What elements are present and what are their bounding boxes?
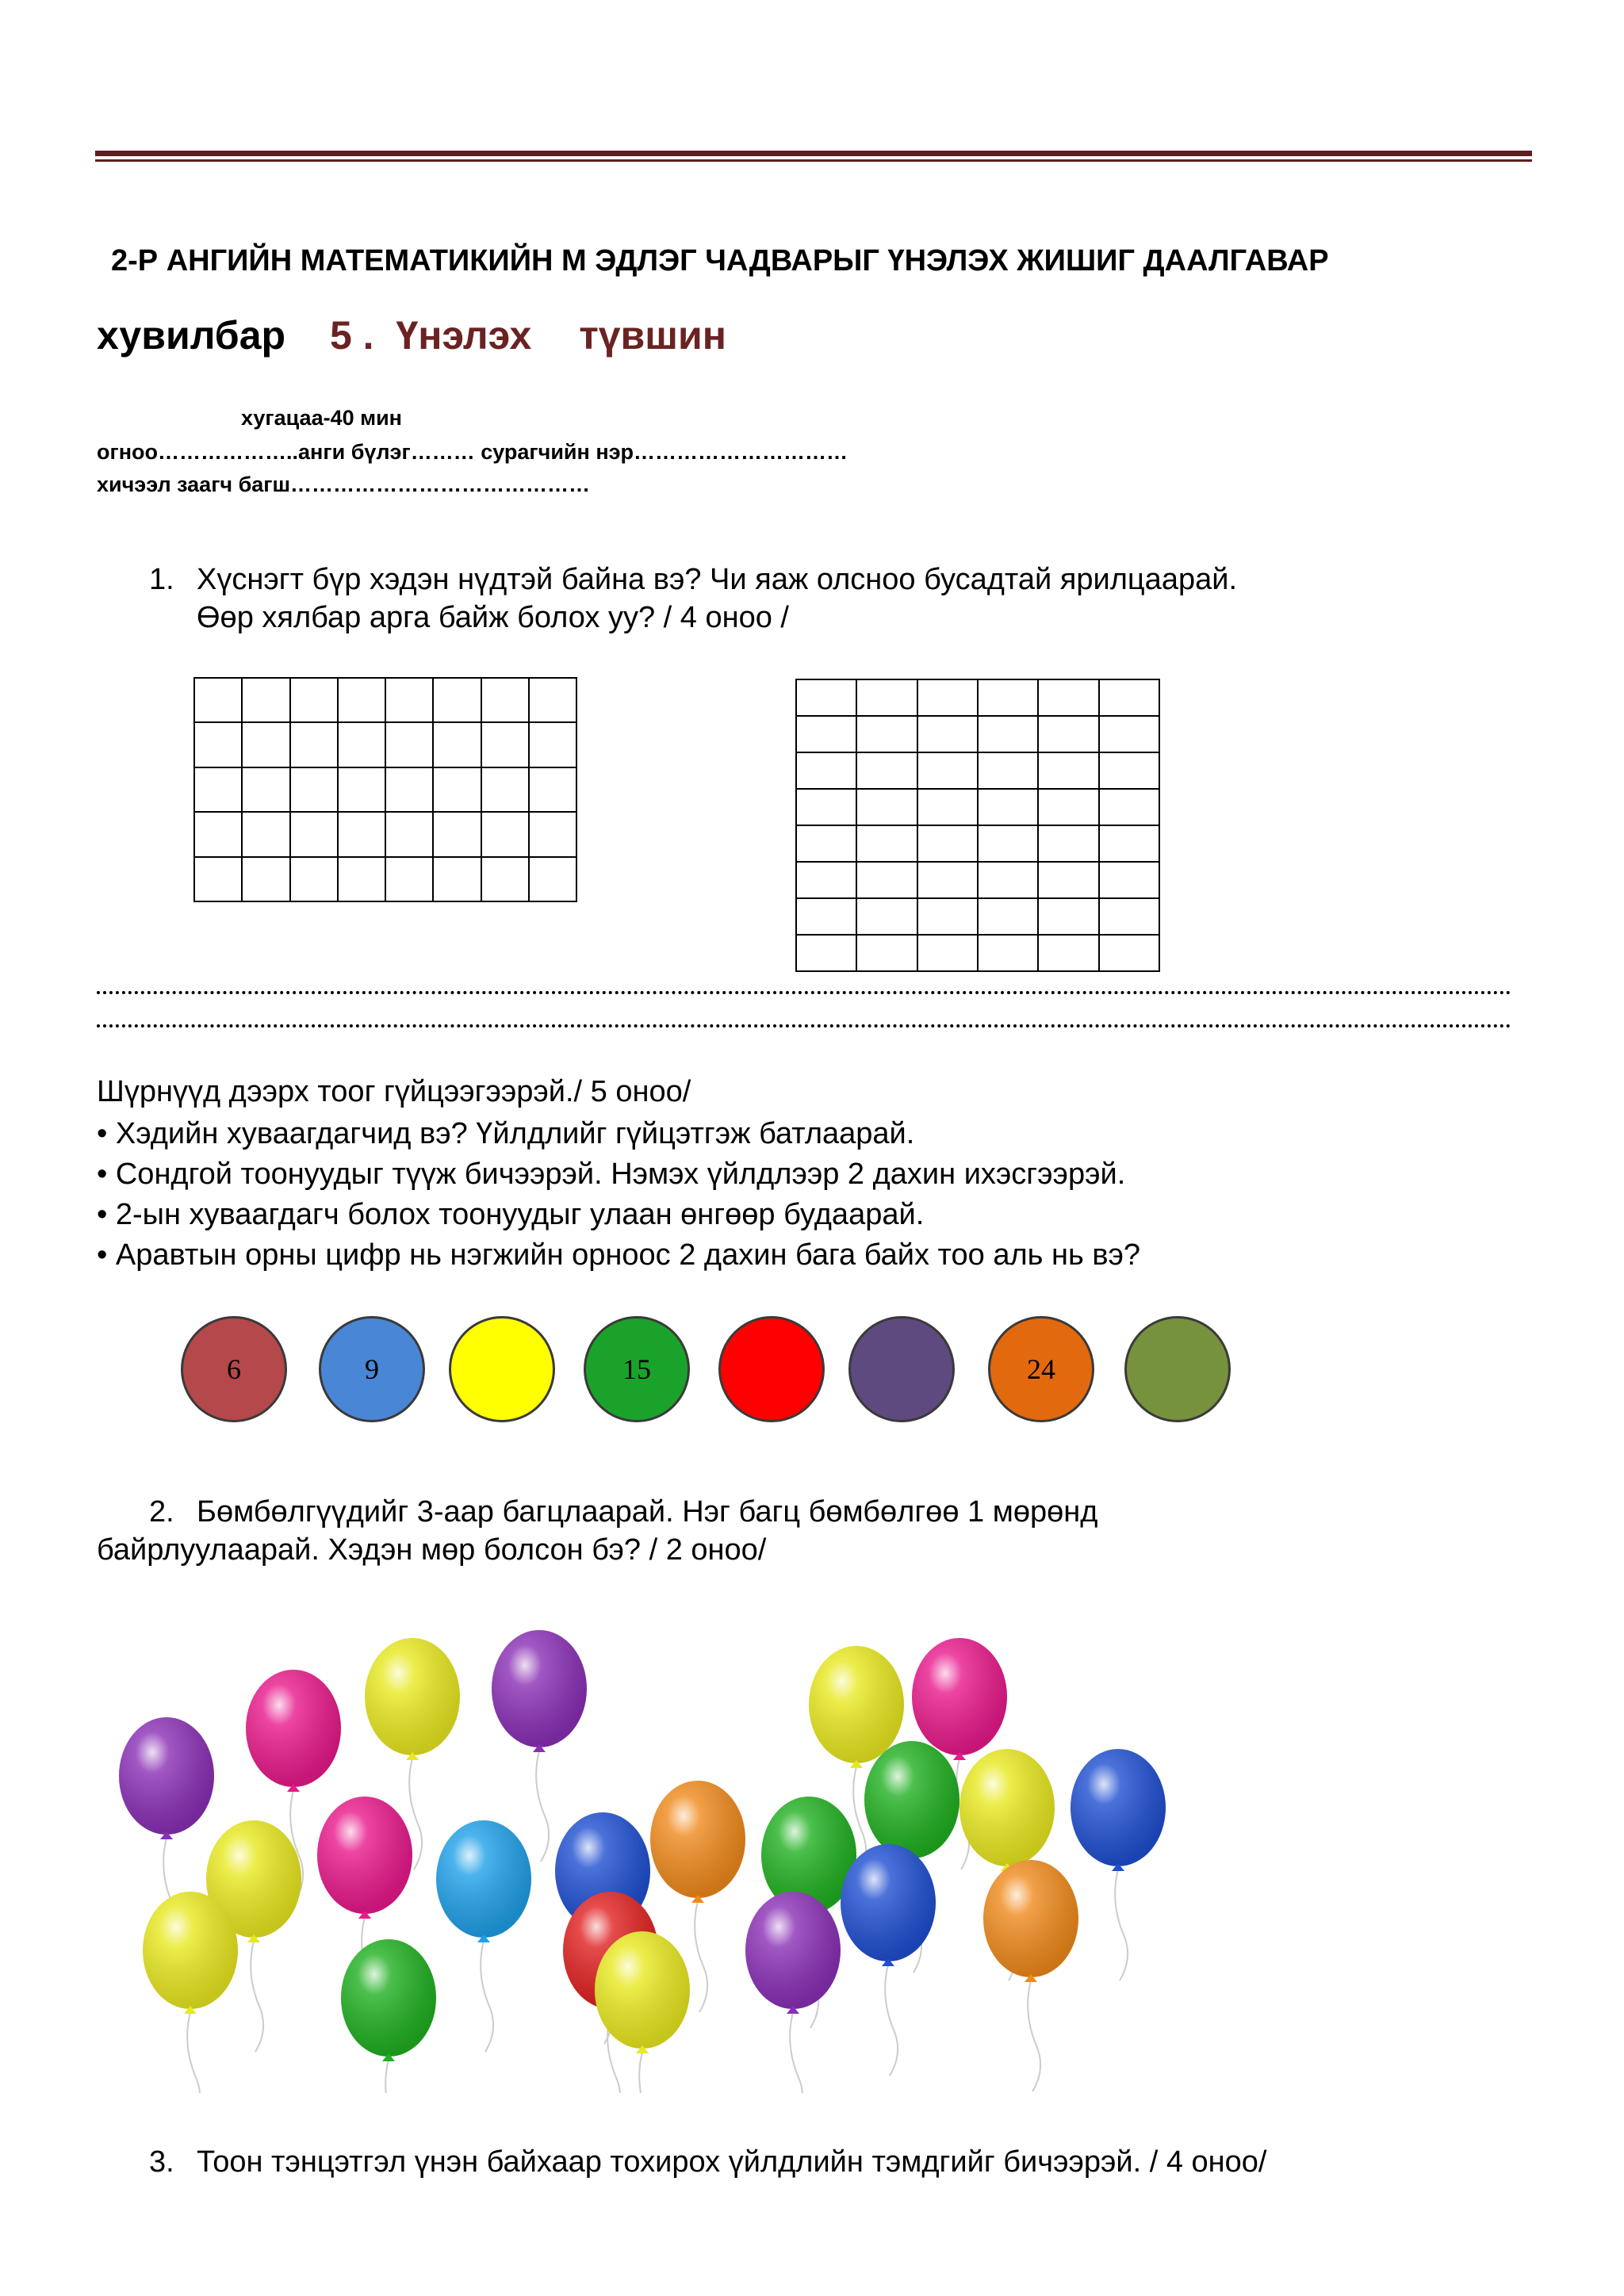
grid-cell bbox=[242, 857, 289, 901]
grid-cell bbox=[978, 789, 1038, 825]
cyan-balloon bbox=[436, 1820, 531, 2052]
worksheet-title: 2-Р АНГИЙН МАТЕМАТИКИЙН М ЭДЛЭГ ЧАДВАРЫГ ҮНЭЛЭХ ЖИШИГ ДААЛГАВАР bbox=[111, 244, 1329, 277]
grid-cell bbox=[338, 812, 385, 856]
header-rule-thin bbox=[95, 159, 1532, 162]
variant-heading bbox=[97, 312, 726, 358]
grid-cell bbox=[1038, 679, 1098, 716]
grid-cell bbox=[433, 857, 481, 901]
grid-cell bbox=[1099, 898, 1159, 935]
grid-cell bbox=[1099, 862, 1159, 898]
grid-cell bbox=[1099, 679, 1159, 716]
header-rule-thick bbox=[95, 151, 1532, 156]
grid-cell bbox=[385, 857, 433, 901]
grid-cell bbox=[917, 679, 978, 716]
grid-cell bbox=[856, 935, 917, 971]
grid-cell bbox=[385, 767, 433, 812]
grid-cell bbox=[481, 767, 529, 812]
q2-line1: Бөмбөлгүүдийг 3-аар багцлаарай. Нэг багц бөмбөлгөө 1 мөрөнд bbox=[197, 1495, 1098, 1529]
grid-cell bbox=[978, 862, 1038, 898]
bead-circle-label: 24 bbox=[1027, 1353, 1055, 1385]
grid-cell bbox=[290, 678, 338, 722]
grid-row bbox=[796, 935, 1159, 971]
q3-text: Тоон тэнцэтгэл үнэн байхаар тохирох үйлдлийн тэмдгийг бичээрэй. / 4 оноо/ bbox=[197, 2145, 1267, 2179]
grid-cell bbox=[796, 716, 856, 752]
blue-balloon bbox=[841, 1844, 936, 2076]
grid-cell bbox=[242, 722, 289, 767]
grid-row bbox=[796, 862, 1159, 898]
grid-cell bbox=[917, 862, 978, 898]
balloons-illustration bbox=[95, 1617, 1221, 2093]
grid-cell bbox=[978, 825, 1038, 862]
grid-cell bbox=[917, 825, 978, 862]
grid-cell bbox=[529, 857, 576, 901]
grid-cell bbox=[856, 752, 917, 789]
answer-line-1 bbox=[97, 991, 1511, 999]
grid-cell bbox=[856, 898, 917, 935]
grid-row bbox=[796, 752, 1159, 789]
grid-cell bbox=[978, 752, 1038, 789]
bead-circle-label: 6 bbox=[227, 1353, 241, 1385]
grid-cell bbox=[242, 767, 289, 812]
grid-cell bbox=[796, 789, 856, 825]
grid-row bbox=[796, 716, 1159, 752]
teacher-line: хичээл заагч багш…………………………………… bbox=[97, 473, 591, 496]
bead-circle bbox=[988, 1316, 1094, 1422]
grid-cell bbox=[481, 812, 529, 856]
grid-cell bbox=[529, 722, 576, 767]
grid-cell bbox=[1038, 716, 1098, 752]
blue-balloon bbox=[1071, 1749, 1166, 1980]
grid-cell bbox=[796, 679, 856, 716]
orange-balloon bbox=[983, 1860, 1078, 2091]
grid-cell bbox=[856, 679, 917, 716]
grid-row bbox=[796, 789, 1159, 825]
answer-line-2 bbox=[97, 1024, 1511, 1032]
grid-cell bbox=[1038, 935, 1098, 971]
grid-cell bbox=[194, 722, 242, 767]
grid-cell bbox=[433, 767, 481, 812]
grid-cell bbox=[529, 678, 576, 722]
grid-cell bbox=[1038, 862, 1098, 898]
grid-cell bbox=[529, 767, 576, 812]
bead-circle bbox=[449, 1316, 555, 1422]
q3-number: 3. bbox=[149, 2145, 174, 2179]
variant-level-2: түвшин bbox=[579, 313, 726, 358]
bullet-item: • Хэдийн хуваагдагчид вэ? Үйлдлийг гүйцэтгэж батлаарай. bbox=[97, 1117, 915, 1150]
grid-row bbox=[194, 857, 576, 901]
grid-table-left bbox=[193, 677, 577, 902]
bead-circle bbox=[848, 1316, 955, 1422]
grid-row bbox=[796, 898, 1159, 935]
grid-cell bbox=[529, 812, 576, 856]
grid-cell bbox=[242, 678, 289, 722]
grid-cell bbox=[194, 678, 242, 722]
q1-line1: Хүснэгт бүр хэдэн нүдтэй байна вэ? Чи яаж олсноо бусадтай ярилцаарай. bbox=[197, 563, 1238, 596]
yellow-balloon bbox=[595, 1931, 690, 2093]
variant-level-1: Үнэлэх bbox=[396, 313, 532, 358]
grid-row bbox=[194, 722, 576, 767]
bead-circle bbox=[1124, 1316, 1231, 1422]
grid-row bbox=[194, 812, 576, 856]
grid-cell bbox=[796, 752, 856, 789]
grid-row bbox=[796, 679, 1159, 716]
bullet-item: • 2-ын хуваагдагч болох тоонуудыг улаан өнгөөр будаарай. bbox=[97, 1198, 925, 1231]
grid-cell bbox=[1099, 789, 1159, 825]
purple-balloon bbox=[745, 1892, 841, 2093]
grid-cell bbox=[856, 862, 917, 898]
grid-cell bbox=[481, 722, 529, 767]
grid-cell bbox=[290, 812, 338, 856]
grid-cell bbox=[194, 857, 242, 901]
q2-number: 2. bbox=[149, 1495, 174, 1529]
bead-circle bbox=[718, 1316, 825, 1422]
grid-cell bbox=[917, 752, 978, 789]
grid-cell bbox=[1099, 935, 1159, 971]
bead-circle-label: 9 bbox=[365, 1353, 379, 1385]
q1-number: 1. bbox=[149, 563, 174, 596]
grid-cell bbox=[856, 789, 917, 825]
circles-task-intro: Шүрнүүд дээрх тоог гүйцээгээрэй./ 5 оноо/ bbox=[97, 1075, 691, 1108]
grid-cell bbox=[481, 678, 529, 722]
bead-circle bbox=[181, 1316, 287, 1422]
grid-cell bbox=[385, 722, 433, 767]
grid-cell bbox=[856, 825, 917, 862]
grid-cell bbox=[1038, 898, 1098, 935]
circles-task-bullets bbox=[97, 1114, 1140, 1276]
variant-number: 5 . bbox=[329, 313, 374, 358]
grid-table-right bbox=[795, 679, 1160, 972]
grid-cell bbox=[194, 812, 242, 856]
grid-cell bbox=[290, 722, 338, 767]
grid-cell bbox=[338, 722, 385, 767]
grid-cell bbox=[978, 898, 1038, 935]
grid-cell bbox=[194, 767, 242, 812]
grid-cell bbox=[290, 857, 338, 901]
grid-cell bbox=[1099, 825, 1159, 862]
grid-cell bbox=[917, 935, 978, 971]
bead-circle-label: 15 bbox=[622, 1353, 651, 1385]
grid-cell bbox=[796, 935, 856, 971]
grid-cell bbox=[338, 767, 385, 812]
grid-cell bbox=[796, 862, 856, 898]
grid-cell bbox=[796, 825, 856, 862]
grid-cell bbox=[1099, 752, 1159, 789]
grid-cell bbox=[338, 678, 385, 722]
grid-cell bbox=[433, 812, 481, 856]
grid-cell bbox=[242, 812, 289, 856]
student-info-line: огноо………………..анги бүлэг……… сурагчийн нэр………………………… bbox=[97, 440, 848, 464]
grid-cell bbox=[385, 678, 433, 722]
grid-cell bbox=[1038, 825, 1098, 862]
grid-cell bbox=[1038, 789, 1098, 825]
grid-cell bbox=[917, 789, 978, 825]
grid-row bbox=[194, 767, 576, 812]
bead-circle bbox=[319, 1316, 425, 1422]
q1-line2: Өөр хялбар арга байж болох уу? / 4 оноо / bbox=[197, 601, 789, 634]
grid-cell bbox=[978, 935, 1038, 971]
q2-line2: байрлуулаарай. Хэдэн мөр болсон бэ? / 2 оноо/ bbox=[97, 1533, 767, 1567]
grid-cell bbox=[481, 857, 529, 901]
grid-cell bbox=[796, 898, 856, 935]
grid-cell bbox=[1099, 716, 1159, 752]
grid-cell bbox=[917, 898, 978, 935]
yellow-balloon bbox=[143, 1892, 238, 2093]
grid-cell bbox=[978, 679, 1038, 716]
grid-cell bbox=[433, 678, 481, 722]
bullet-item: • Сондгой тоонуудыг түүж бичээрэй. Нэмэх үйлдлээр 2 дахин ихэсгээрэй. bbox=[97, 1158, 1126, 1191]
grid-cell bbox=[978, 716, 1038, 752]
bead-circle bbox=[584, 1316, 690, 1422]
grid-cell bbox=[856, 716, 917, 752]
grid-cell bbox=[433, 722, 481, 767]
grid-cell bbox=[338, 857, 385, 901]
bullet-item: • Аравтын орны цифр нь нэгжийн орноос 2 дахин бага байх тоо аль нь вэ? bbox=[97, 1238, 1141, 1272]
grid-cell bbox=[385, 812, 433, 856]
green-balloon bbox=[341, 1939, 436, 2093]
grid-row bbox=[796, 825, 1159, 862]
grid-row bbox=[194, 678, 576, 722]
grid-cell bbox=[290, 767, 338, 812]
grid-cell bbox=[1038, 752, 1098, 789]
grid-cell bbox=[917, 716, 978, 752]
variant-label: хувилбар bbox=[97, 313, 286, 358]
duration: хугацаа-40 мин bbox=[241, 406, 402, 430]
